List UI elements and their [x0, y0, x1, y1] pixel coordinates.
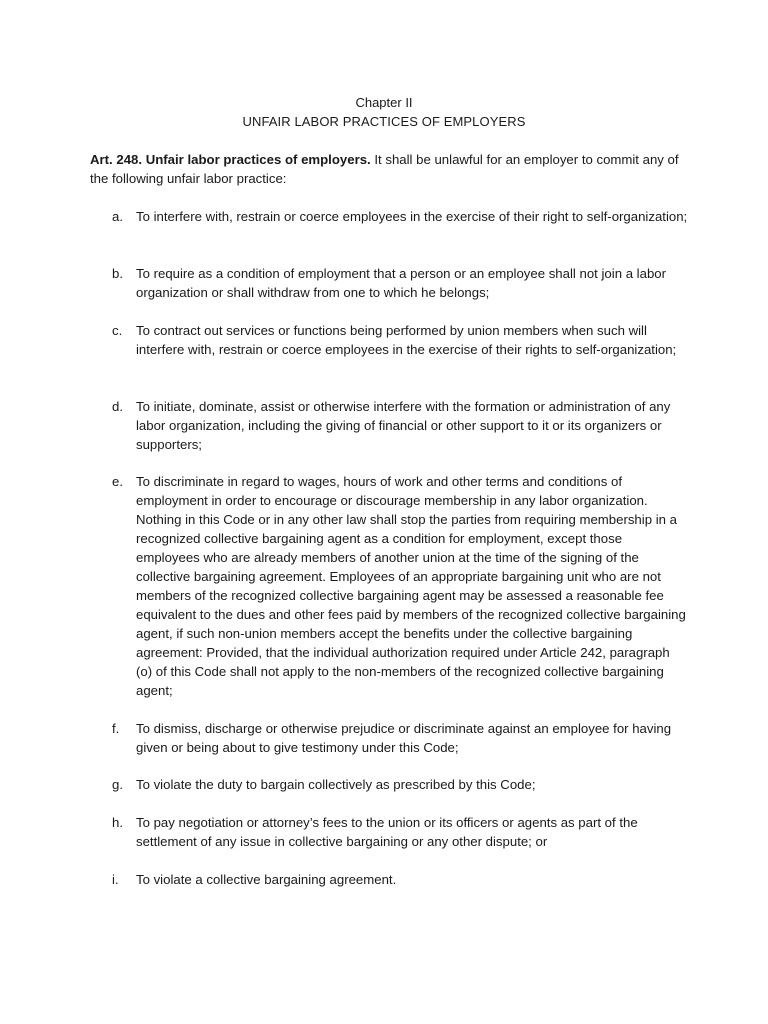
list-item-text: To discriminate in regard to wages, hours of work and other terms and conditions of employment in order to encourage or discourage membership in any labor organization. Nothing in this Code or in any other law shall stop the parties from requiring membership in a recognized collective bargaining agent as a condition for employment, except those employees who are already members of another union at the time of the signing of the collective bargaining agreement. Employees of an appropriate bargaining unit who are not members of the recognized collective bargaining agent may be assessed a reasonable fee equivalent to the dues and other fees paid by members of the recognized collective bargaining agent, if such non-union members accept the benefits under the collective bargaining agreement: Provided, that the individual authorization required under Article 242, paragraph (o) of this Code shall not apply to the non-members of the recognized collective bargaining agent;: [136, 474, 686, 698]
list-item-text: To require as a condition of employment that a person or an employee shall not join a labor organization or shall withdraw from one to which he belongs;: [136, 266, 667, 300]
list-item-letter: f.: [112, 721, 120, 736]
article-intro-text: It shall be unlawful for an employer to commit any of the following unfair labor practice:: [90, 152, 679, 186]
list-item-text: To violate the duty to bargain collectively as prescribed by this Code;: [136, 777, 536, 792]
list-item-letter: d.: [112, 399, 123, 414]
article-title: Art. 248. Unfair labor practices of employers.: [90, 152, 371, 167]
list-item-text: To violate a collective bargaining agreement.: [136, 872, 397, 887]
article-intro: [90, 150, 690, 188]
list-item-letter: b.: [112, 266, 123, 281]
list-item-text: To initiate, dominate, assist or otherwise interfere with the formation or administration of any labor organization, including the giving of financial or other support to it or its organizers or supporters;: [136, 399, 671, 452]
chapter-title: UNFAIR LABOR PRACTICES OF EMPLOYERS: [242, 114, 526, 129]
list-item-letter: e.: [112, 474, 123, 489]
list-item-text: To dismiss, discharge or otherwise prejudice or discriminate against an employee for having given or being about to give testimony under this Code;: [136, 721, 672, 755]
chapter-heading: Chapter II: [355, 95, 413, 110]
list-item-text: To interfere with, restrain or coerce employees in the exercise of their right to self-organization;: [136, 209, 688, 224]
list-item-letter: a.: [112, 209, 123, 224]
list-item-letter: c.: [112, 323, 123, 338]
list-item-text: To pay negotiation or attorney’s fees to the union or its officers or agents as part of the settlement of any issue in collective bargaining or any other dispute; or: [136, 815, 638, 849]
list-item-text: To contract out services or functions being performed by union members when such will interfere with, restrain or coerce employees in the exercise of their rights to self-organization;: [136, 323, 677, 357]
list-item-letter: h.: [112, 815, 123, 830]
list-item-letter: i.: [112, 872, 119, 887]
list-item-letter: g.: [112, 777, 123, 792]
